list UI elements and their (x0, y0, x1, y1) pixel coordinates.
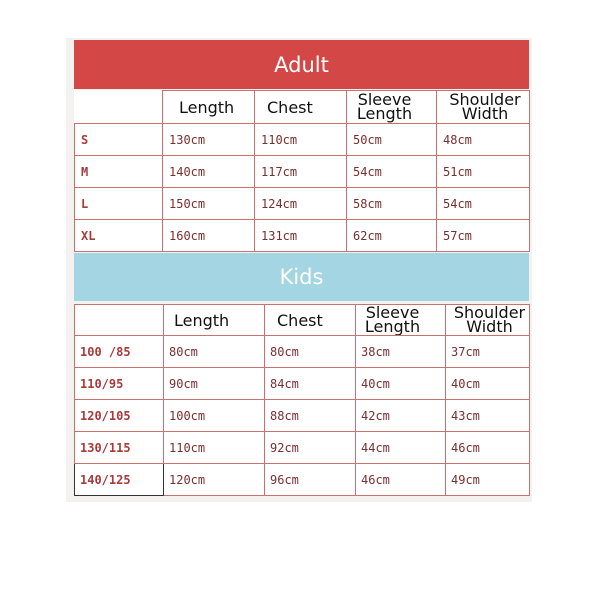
table-row (75, 368, 530, 400)
size-label: M (75, 156, 163, 188)
adult-banner: Adult (74, 40, 529, 89)
sleeve-value: 42cm (356, 400, 446, 432)
chest-value: 80cm (265, 336, 356, 368)
adult-header-row (75, 91, 530, 124)
kids-size-table (74, 304, 530, 496)
shoulder-value: 40cm (446, 368, 530, 400)
adult-header-length: Length (163, 91, 255, 124)
table-row (75, 220, 530, 252)
adult-header-sleeve-line1: Sleeve (357, 90, 412, 109)
chest-value: 96cm (265, 464, 356, 496)
chest-value: 84cm (265, 368, 356, 400)
kids-header-sleeve-length (356, 305, 446, 336)
length-value: 130cm (163, 124, 255, 156)
table-row (75, 156, 530, 188)
table-row (75, 400, 530, 432)
size-label: L (75, 188, 163, 220)
length-value: 150cm (163, 188, 255, 220)
sleeve-value: 54cm (347, 156, 437, 188)
table-row (75, 336, 530, 368)
chest-value: 92cm (265, 432, 356, 464)
sleeve-value: 40cm (356, 368, 446, 400)
kids-header-size (75, 305, 164, 336)
shoulder-value: 43cm (446, 400, 530, 432)
kids-header-row (75, 305, 530, 336)
size-label: S (75, 124, 163, 156)
kids-header-shoulder-width (446, 305, 530, 336)
adult-header-sleeve-line2: Length (356, 104, 413, 123)
size-label: 140/125 (75, 464, 164, 496)
length-value: 140cm (163, 156, 255, 188)
kids-header-length: Length (164, 305, 265, 336)
sleeve-value: 38cm (356, 336, 446, 368)
kids-header-sleeve-line2: Length (364, 317, 421, 336)
chest-value: 88cm (265, 400, 356, 432)
sleeve-value: 58cm (347, 188, 437, 220)
adult-header-sleeve-length (347, 91, 437, 124)
chest-value: 110cm (255, 124, 347, 156)
adult-size-table (74, 90, 530, 252)
adult-header-shoulder-line2: Width (461, 104, 509, 123)
length-value: 110cm (164, 432, 265, 464)
shoulder-value: 49cm (446, 464, 530, 496)
table-row (75, 188, 530, 220)
length-value: 80cm (164, 336, 265, 368)
size-label: XL (75, 220, 163, 252)
sleeve-value: 44cm (356, 432, 446, 464)
adult-header-shoulder-width (437, 91, 530, 124)
adult-header-shoulder-line1: Shoulder (449, 90, 521, 109)
size-label: 130/115 (75, 432, 164, 464)
kids-header-shoulder-line2: Width (466, 317, 513, 336)
shoulder-value: 51cm (437, 156, 530, 188)
adult-header-size (75, 91, 163, 124)
shoulder-value: 57cm (437, 220, 530, 252)
size-label: 110/95 (75, 368, 164, 400)
size-label: 120/105 (75, 400, 164, 432)
table-row (75, 464, 530, 496)
kids-header-chest: Chest (265, 305, 356, 336)
chest-value: 124cm (255, 188, 347, 220)
shoulder-value: 54cm (437, 188, 530, 220)
length-value: 120cm (164, 464, 265, 496)
length-value: 90cm (164, 368, 265, 400)
kids-header-shoulder-line1: Shoulder (453, 304, 526, 322)
shoulder-value: 48cm (437, 124, 530, 156)
length-value: 100cm (164, 400, 265, 432)
adult-header-chest: Chest (255, 91, 347, 124)
length-value: 160cm (163, 220, 255, 252)
sleeve-value: 50cm (347, 124, 437, 156)
sleeve-value: 46cm (356, 464, 446, 496)
shoulder-value: 46cm (446, 432, 530, 464)
table-row (75, 432, 530, 464)
sleeve-value: 62cm (347, 220, 437, 252)
kids-header-sleeve-line1: Sleeve (365, 304, 420, 322)
table-row (75, 124, 530, 156)
chest-value: 117cm (255, 156, 347, 188)
shoulder-value: 37cm (446, 336, 530, 368)
size-label: 100 /85 (75, 336, 164, 368)
kids-banner: Kids (74, 253, 529, 301)
chest-value: 131cm (255, 220, 347, 252)
